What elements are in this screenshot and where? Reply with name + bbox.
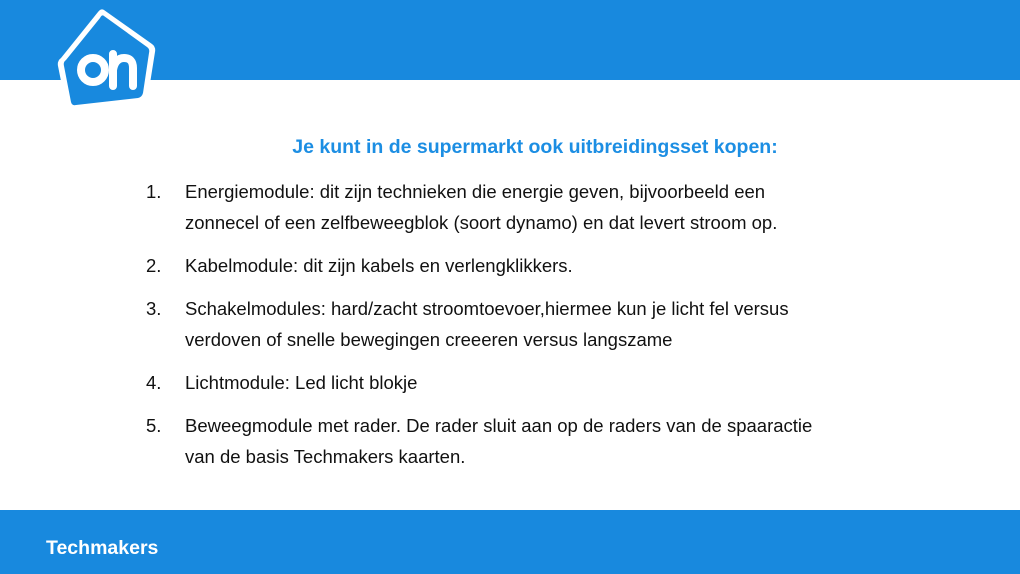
list-item-number: 4.: [146, 372, 162, 393]
list-item-line: Lichtmodule: Led licht blokje: [185, 372, 418, 393]
list-item-text: [185, 410, 946, 472]
list-item-line: Energiemodule: dit zijn technieken die energie geven, bijvoorbeeld een: [185, 181, 766, 202]
module-list: [146, 176, 946, 472]
list-item-line: Kabelmodule: dit zijn kabels en verlengklikkers.: [185, 255, 573, 276]
list-item-line: van de basis Techmakers kaarten.: [185, 446, 466, 467]
list-item-line: Beweegmodule met rader. De rader sluit aan op de raders van de spaaractie: [185, 415, 813, 436]
list-item: [146, 367, 946, 398]
list-item-text: [185, 293, 946, 355]
list-item-number: 2.: [146, 255, 162, 276]
list-item-number: 1.: [146, 181, 162, 202]
page-heading: Je kunt in de supermarkt ook uitbreidingsset kopen:: [292, 136, 778, 158]
list-item-line: Schakelmodules: hard/zacht stroomtoevoer,hiermee kun je licht fel versus: [185, 298, 789, 319]
list-item-line: zonnecel of een zelfbeweegblok (soort dynamo) en dat levert stroom op.: [185, 212, 778, 233]
list-item: [146, 176, 946, 238]
list-item: [146, 293, 946, 355]
albert-heijn-logo-icon: [56, 8, 160, 112]
list-item-text: [185, 176, 946, 238]
list-item-text: [185, 250, 946, 281]
list-item-number: 5.: [146, 415, 162, 436]
list-item: [146, 410, 946, 472]
list-item-line: verdoven of snelle bewegingen creeeren versus langszame: [185, 329, 673, 350]
list-item-number: 3.: [146, 298, 162, 319]
footer-label: Techmakers: [46, 537, 159, 559]
list-item-text: [185, 367, 946, 398]
list-item: [146, 250, 946, 281]
